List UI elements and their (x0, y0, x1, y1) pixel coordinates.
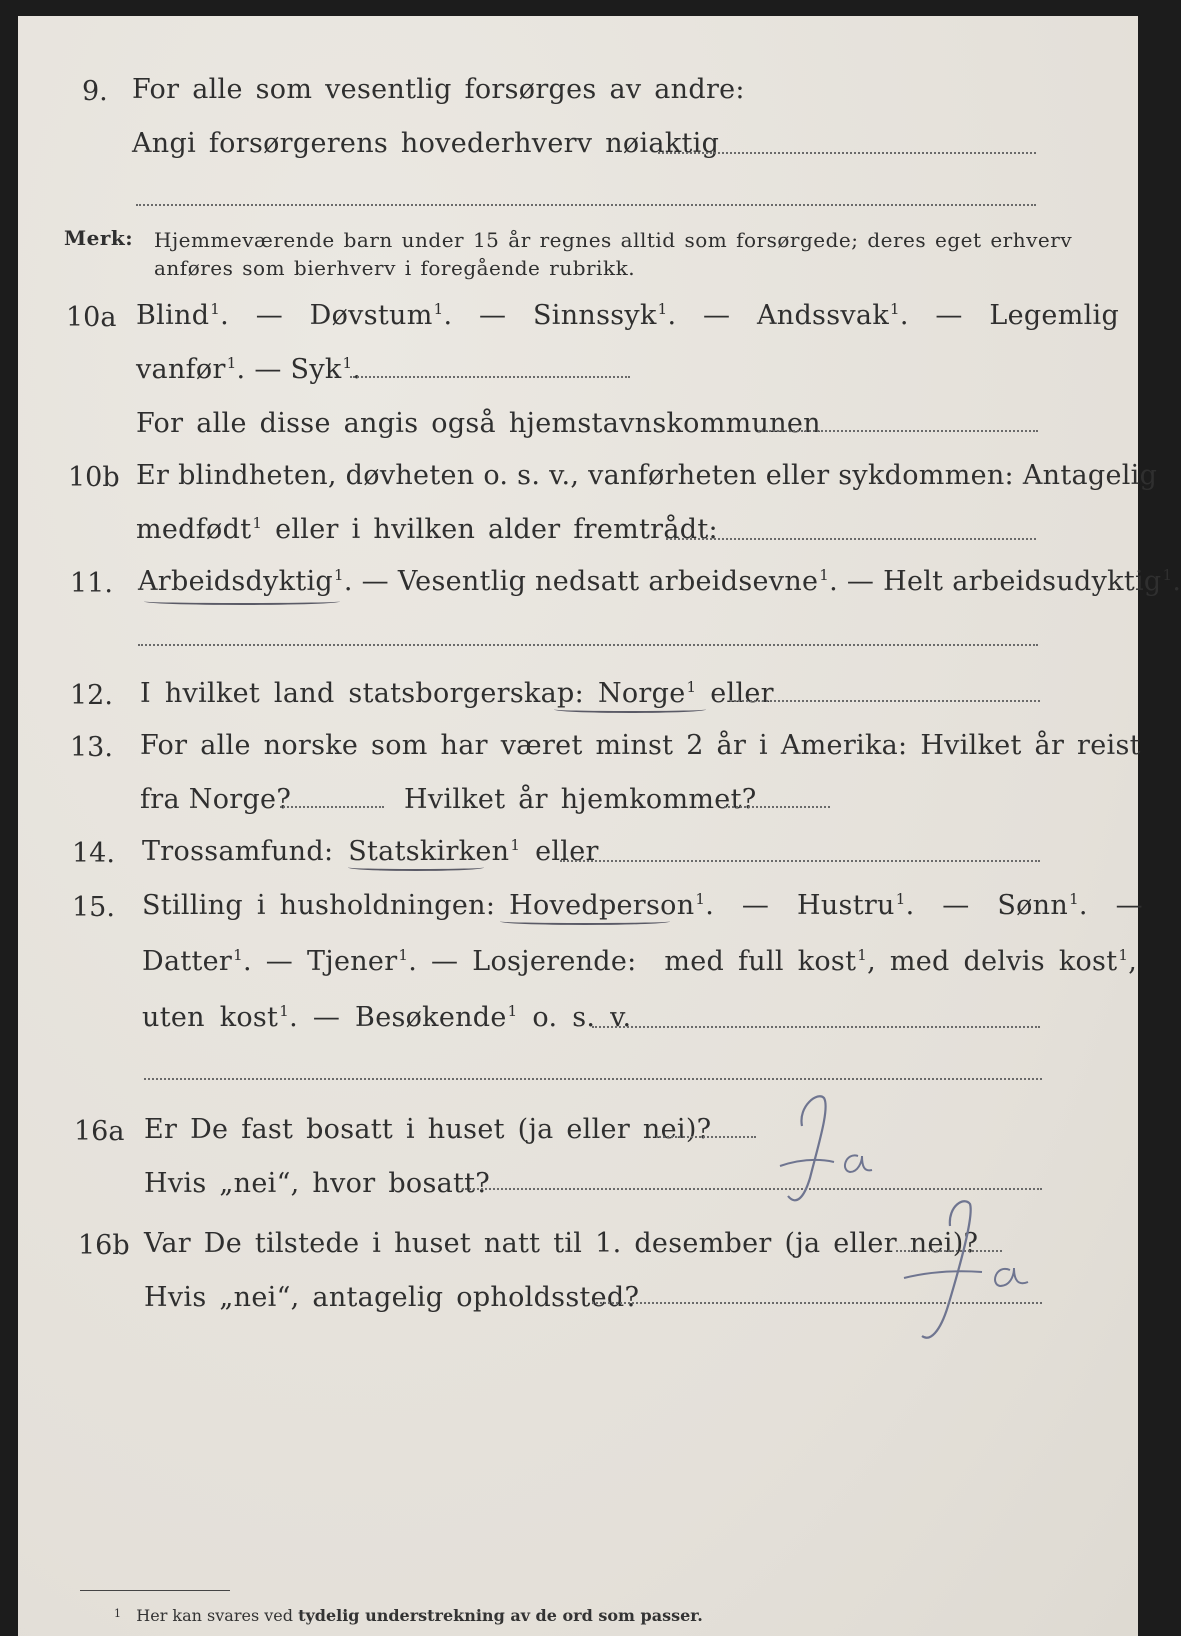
punct: . (667, 300, 677, 331)
q16b-opholdssted-line (592, 1302, 1042, 1304)
footnote-ref: 1 (819, 566, 830, 584)
punct: . (242, 946, 252, 977)
footnote-ref: 1 (233, 946, 243, 964)
footnote-ref: 1 (1118, 946, 1129, 964)
punct: . (236, 354, 246, 385)
footnote-mark: 1 (114, 1607, 121, 1620)
q16a-number: 16a (74, 1116, 125, 1147)
footnote-ref: 1 (279, 1002, 290, 1020)
q10a-answer-line (350, 376, 630, 378)
underline-hovedperson (500, 918, 670, 925)
footnote-ref: 1 (686, 678, 697, 696)
q15-answer-line-2 (144, 1078, 1042, 1080)
dash: — (431, 946, 459, 977)
q14-answer-line (560, 860, 1040, 862)
q15-line3 (142, 1002, 631, 1033)
q9-number: 9. (82, 76, 108, 107)
punct: . (289, 1002, 298, 1033)
q12-answer-line (730, 700, 1040, 702)
option-full-kost[interactable]: med full kost (664, 946, 857, 977)
footnote-ref: 1 (398, 946, 409, 964)
underline-norge (554, 706, 706, 713)
q16a-answer-line (656, 1136, 756, 1138)
q13-hjem: Hvilket år hjemkommet? (404, 784, 757, 815)
q10a-kommune-line (758, 430, 1038, 432)
option-blind[interactable]: Blind (136, 300, 210, 331)
q15-osv: o. s. v. (532, 1002, 632, 1033)
option-norge[interactable]: Norge (597, 678, 686, 709)
footnote-ref: 1 (695, 890, 706, 908)
option-besokende[interactable]: Besøkende (355, 1002, 507, 1033)
q10a-number: 10a (66, 302, 117, 333)
q12-number: 12. (70, 680, 113, 711)
footnote-ref: 1 (510, 836, 521, 854)
footnote-rule (80, 1590, 230, 1591)
option-vesentlig-nedsatt[interactable]: Vesentlig nedsatt arbeidsevne (397, 566, 819, 597)
punct: . (220, 300, 230, 331)
punct: . (1172, 566, 1181, 597)
q15-question: Stilling i husholdningen: (142, 890, 496, 921)
q16a-line2: Hvis „nei“, hvor bosatt? (144, 1168, 491, 1199)
merk-line1: Hjemmeværende barn under 15 år regnes alltid som forsørgede; deres eget erhverv (154, 228, 1073, 252)
punct: . (352, 354, 362, 385)
punct: . (343, 566, 353, 597)
q13-reist-line (280, 806, 384, 808)
punct: . (1078, 890, 1088, 921)
option-uten-kost[interactable]: uten kost (142, 1002, 279, 1033)
option-dovstum[interactable]: Døvstum (309, 300, 433, 331)
q11-number: 11. (70, 568, 113, 599)
q13-fra: fra Norge? (140, 784, 292, 815)
q9-line2: Angi forsørgerens hovederhverv nøiaktig (132, 128, 720, 159)
q9-answer-line-2 (136, 204, 1036, 206)
option-tjener[interactable]: Tjener (306, 946, 398, 977)
option-legemlig[interactable]: Legemlig (989, 300, 1120, 331)
footnote-ref: 1 (342, 354, 353, 372)
q12-text (140, 678, 774, 709)
footnote-ref: 1 (210, 300, 221, 318)
q10a-options-line1 (136, 300, 1119, 331)
q13-line1: For alle norske som har været minst 2 år i Amerika: Hvilket år reist (140, 730, 1141, 761)
footnote (114, 1606, 703, 1625)
q16b-answer-line (896, 1250, 1002, 1252)
dash: — (942, 890, 970, 921)
q12-eller: eller (710, 678, 774, 709)
q15-losjerende: Losjerende: (472, 946, 637, 977)
q14-eller: eller (535, 836, 599, 867)
q10b-line1: Er blindheten, døvheten o. s. v., vanførheten eller sykdommen: Antagelig (136, 460, 1158, 491)
dash: — (479, 300, 507, 331)
footnote-ref: 1 (895, 890, 906, 908)
option-hovedperson[interactable]: Hovedperson (509, 890, 695, 921)
option-andssvak[interactable]: Andssvak (756, 300, 889, 331)
footnote-ref: 1 (1069, 890, 1079, 908)
q10b-answer-line (666, 538, 1036, 540)
dash: — (846, 566, 875, 597)
punct: . (899, 300, 909, 331)
punct: . (408, 946, 418, 977)
q10b-line2-rest: eller i hvilken alder fremtrådt: (275, 514, 718, 545)
underline-arbeidsdyktig (144, 598, 340, 605)
merk-label: Merk: (64, 226, 134, 250)
census-form-page (18, 16, 1181, 1636)
option-datter[interactable]: Datter (142, 946, 233, 977)
dash: — (361, 566, 389, 597)
q15-number: 15. (72, 892, 115, 923)
underline-statskirken (348, 864, 484, 871)
footnote-ref: 1 (334, 566, 344, 584)
dash: — (255, 300, 283, 331)
option-medfodt[interactable]: medfødt (136, 514, 252, 545)
footnote-ref: 1 (1162, 566, 1173, 584)
footnote-plain: Her kan svares ved (136, 1606, 293, 1625)
q15-line2: Datter$^1$. — Tjener$^1$. — Losjerende: med full kost$^1$, med delvis kost$^1$, (142, 946, 1138, 977)
dash: — (741, 890, 770, 921)
punct: . (443, 300, 453, 331)
punct: . (829, 566, 839, 597)
footnote-ref: 1 (507, 1002, 518, 1020)
option-syk[interactable]: Syk (290, 354, 342, 385)
footnote-ref: 1 (857, 946, 868, 964)
q9-text: For alle som vesentlig forsørges av andre: (132, 74, 745, 105)
dash: — (312, 1002, 341, 1033)
q14-number: 14. (72, 838, 115, 869)
handwritten-answer-16a (758, 1086, 898, 1216)
footnote-bold: tydelig understrekning av de ord som passer. (298, 1606, 703, 1625)
footnote-ref: 1 (889, 300, 900, 318)
footnote-ref: 1 (433, 300, 444, 318)
punct: . (705, 890, 715, 921)
dash: — (1115, 890, 1143, 921)
handwritten-answer-16b (898, 1196, 1048, 1356)
option-statskirken[interactable]: Statskirken (348, 836, 510, 867)
q16b-number: 16b (78, 1230, 130, 1261)
footnote-ref: 1 (657, 300, 668, 318)
q13-hjem-line (724, 806, 830, 808)
q13-number: 13. (70, 732, 113, 763)
punct: . (905, 890, 915, 921)
option-arbeidsdyktig[interactable]: Arbeidsdyktig (138, 566, 334, 597)
option-helt-arbeidsudyktig[interactable]: Helt arbeidsudyktig (883, 566, 1162, 597)
q11-options (138, 566, 1181, 597)
dash: — (254, 354, 282, 385)
q15-line1 (142, 890, 1143, 921)
option-vanfor[interactable]: vanfør (136, 354, 226, 385)
q12-question: I hvilket land statsborgerskap: (140, 678, 585, 709)
q16a-bosatt-line (462, 1188, 1042, 1190)
merk-line2: anføres som bierhverv i foregående rubrikk. (154, 256, 636, 280)
option-sonn[interactable]: Sønn (997, 890, 1069, 921)
q15-answer-line (592, 1026, 1040, 1028)
footnote-ref: 1 (226, 354, 237, 372)
option-hustru[interactable]: Hustru (797, 890, 895, 921)
q16b-line2: Hvis „nei“, antagelig opholdssted? (144, 1282, 640, 1313)
option-sinnssyk[interactable]: Sinnssyk (532, 300, 657, 331)
dash: — (703, 300, 731, 331)
q10b-number: 10b (68, 462, 120, 493)
q14-question: Trossamfund: (142, 836, 334, 867)
q16a-line1: Er De fast bosatt i huset (ja eller nei)? (144, 1114, 712, 1145)
q11-answer-line (138, 644, 1038, 646)
q10a-options-line2 (136, 354, 361, 385)
q10b-line2 (136, 514, 718, 545)
dash: — (935, 300, 963, 331)
option-delvis-kost[interactable]: med delvis kost (889, 946, 1118, 977)
q16b-line1: Var De tilstede i huset natt til 1. desember (ja eller nei)? (144, 1228, 979, 1259)
q14-text (142, 836, 599, 867)
footnote-ref: 1 (252, 514, 263, 532)
q10a-line3: For alle disse angis også hjemstavnskommunen (136, 408, 821, 439)
q9-answer-line (658, 152, 1036, 154)
dash: — (265, 946, 294, 977)
